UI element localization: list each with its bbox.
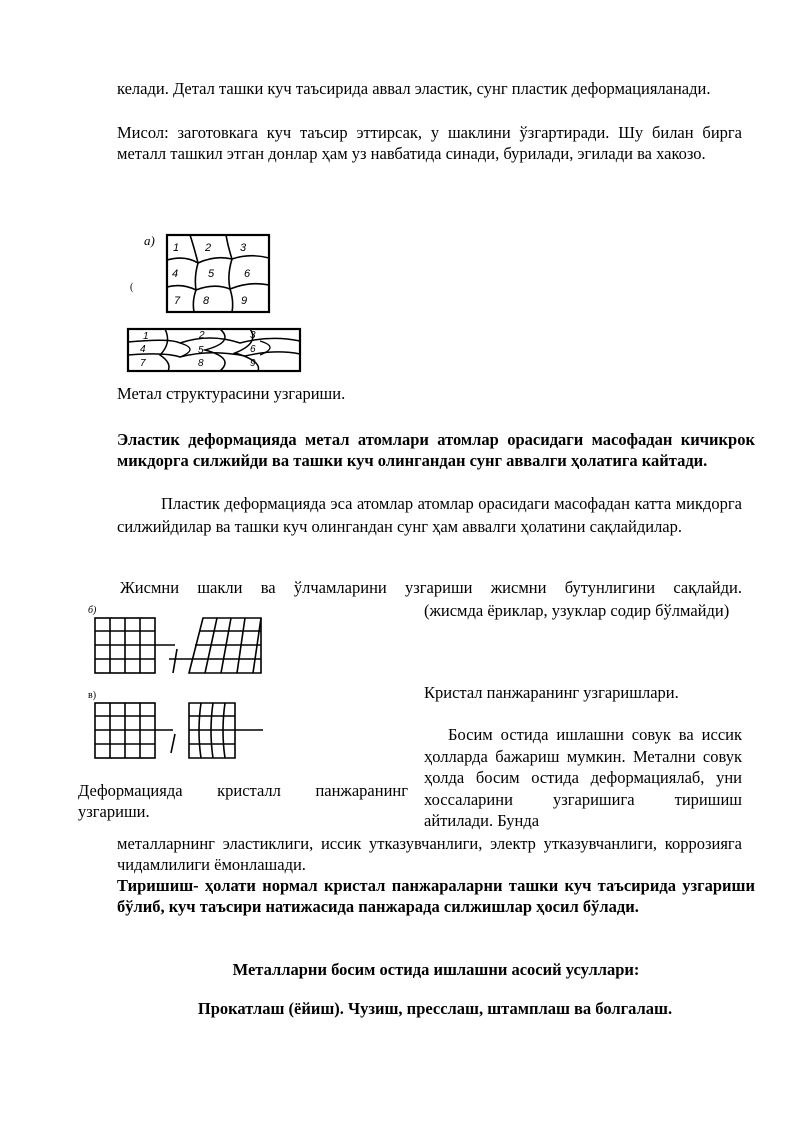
figure-caption-lattice-right-text: Кристал панжаранинг узгаришлари.: [424, 683, 679, 702]
paragraph-shape-rest-text: (жисмда ёриклар, узуклар содир бўлмайди): [424, 601, 730, 620]
figure-label-b: б): [88, 605, 97, 616]
section-heading-methods-text: Металларни босим остида ишлашни асосий усуллари:: [232, 960, 640, 979]
figure-caption-structure-text: Метал структурасини узгариши.: [117, 384, 346, 403]
grain-label: 2: [205, 242, 212, 254]
grain-label: 7: [140, 358, 146, 369]
paragraph-pressure-cont: [117, 833, 742, 875]
paragraph-elastic-text: Эластик деформацияда метал атомлари атомлар орасидаги масофадан кичикрок микдорга силжийди ва ташки куч олингандан сунг аввалги ҳолатига кайтади.: [117, 430, 755, 470]
paragraph-hardening: [117, 875, 755, 917]
grain-label: 5: [198, 345, 204, 356]
figure-caption-structure: [117, 384, 345, 404]
paragraph-shape-line: [120, 578, 742, 598]
crystal-lattice-diagram: [85, 603, 270, 768]
section-heading-processes-text: Прокатлаш (ёйиш). Чузиш, пресслаш, штамплаш ва болгалаш.: [197, 999, 673, 1018]
paragraph-intro: [117, 78, 742, 99]
grain-label: 3: [240, 242, 247, 254]
paragraph-example: [117, 122, 742, 164]
paragraph-pressure-cont-text: металларнинг эластиклиги, иссик утказувчанлиги, электр утказувчанлиги, коррозияга чидамлилиги ёмонлашади.: [117, 834, 742, 874]
figure-caption-lattice-left-text: Деформацияда кристалл панжаранинг узгариши.: [78, 781, 408, 821]
paragraph-shape-rest: [424, 600, 742, 621]
paragraph-plastic: [117, 492, 742, 538]
figure-label-a: а): [144, 233, 155, 248]
paragraph-hardening-text: Тиришиш- ҳолати нормал кристал панжараларни ташки куч таъсирида узгариши бўлиб, куч таъсири натижасида панжарада силжишлар ҳосил бўлади.: [117, 876, 755, 916]
grain-label: 3: [250, 330, 256, 341]
grain-label: 7: [174, 295, 181, 307]
grain-label: 9: [241, 295, 248, 307]
grain-label: 8: [198, 358, 204, 369]
figure-caption-lattice-right: [424, 683, 679, 703]
paragraph-elastic: [117, 429, 755, 471]
crystal-lattice-figure: [85, 603, 270, 768]
grain-label: 1: [143, 331, 149, 342]
paragraph-pressure-text: Босим остида ишлашни совук ва иссик ҳолларда бажариш мумкин. Метални совук ҳолда босим остида деформациялаб, уни хоссаларини узгаришига тиришиш айтилади. Бунда: [424, 725, 742, 830]
grain-label: 2: [199, 330, 205, 341]
grain-label: 4: [172, 268, 179, 280]
paragraph-example-text: Мисол: заготовкага куч таъсир эттирсак, у шаклини ўзгартиради. Шу билан бирга металл ташкил этган донлар ҳам уз навбатида синади, бурилади, эгилади ва хакозо.: [117, 123, 742, 163]
paragraph-intro-text: келади. Детал ташки куч таъсирида аввал эластик, сунг пластик деформацияланади.: [117, 79, 711, 98]
grain-label: 1: [173, 242, 180, 254]
grain-label: 9: [250, 358, 256, 369]
grain-label: 8: [203, 295, 210, 307]
grain-label: 5: [208, 268, 215, 280]
figure-caption-lattice-left: [78, 780, 408, 822]
grain-structure-figure: [110, 225, 310, 375]
grain-structure-diagram: [110, 225, 310, 375]
section-heading-methods: [117, 960, 755, 980]
figure-label-v: в): [88, 690, 97, 701]
grain-label: 4: [140, 344, 146, 355]
section-heading-processes: [80, 999, 790, 1019]
paragraph-pressure: [424, 724, 742, 832]
stray-mark: (: [130, 282, 134, 293]
grain-label: 6: [250, 344, 256, 355]
paragraph-shape-line-text: Жисмни шакли ва ўлчамларини узгариши жисмни бутунлигини сақлайди.: [120, 578, 742, 597]
grain-label: 6: [244, 268, 251, 280]
paragraph-plastic-text: Пластик деформацияда эса атомлар атомлар орасидаги масофадан катта микдорга силжийдилар ва ташки куч олингандан сунг ҳам аввалги ҳолатини сақлайдилар.: [117, 494, 742, 536]
